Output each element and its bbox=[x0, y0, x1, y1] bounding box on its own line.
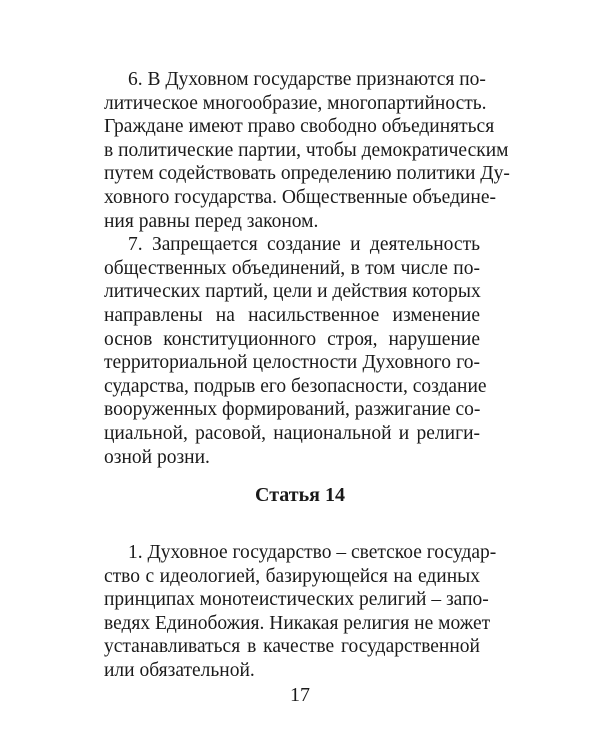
text-line: путем содействовать определению политики Ду- bbox=[104, 163, 510, 185]
text-line: литическое многообразие, многопартийность. bbox=[104, 92, 487, 114]
text-line: основ конституционного строя, нарушение bbox=[104, 328, 480, 350]
text-line: литических партий, цели и действия которых bbox=[104, 281, 481, 303]
paragraph-6 bbox=[104, 68, 510, 233]
text-block-article-14 bbox=[104, 541, 497, 683]
text-line: или обязательной. bbox=[104, 659, 255, 681]
text-line: направлены на насильственное изменение bbox=[104, 304, 480, 326]
text-line: циальной, расовой, национальной и религи- bbox=[104, 422, 480, 444]
text-line: ведях Единобожия. Никакая религия не может bbox=[104, 612, 491, 634]
text-line: сударства, подрыв его безопасности, создание bbox=[104, 375, 487, 397]
page-number: 17 bbox=[290, 684, 310, 706]
text-line: ния равны перед законом. bbox=[104, 210, 319, 232]
text-line: в политические партии, чтобы демократическим bbox=[104, 139, 509, 161]
text-line: Граждане имеют право свободно объединяться bbox=[104, 116, 495, 138]
paragraph-7 bbox=[104, 233, 487, 469]
text-line: устанавливаться в качестве государственной bbox=[104, 636, 480, 658]
text-block-article-13-continued bbox=[104, 68, 510, 469]
text-line: 7. Запрещается создание и деятельность bbox=[128, 234, 480, 256]
text-line: 6. В Духовном государстве признаются по- bbox=[128, 69, 486, 90]
text-line: общественных объединений, в том числе по- bbox=[104, 257, 480, 279]
text-line: принципах монотеистических религий – запо- bbox=[104, 589, 489, 611]
text-line: ховного государства. Общественные объедине- bbox=[104, 186, 497, 208]
article-heading: Статья 14 bbox=[255, 484, 345, 506]
paragraph-1 bbox=[104, 541, 497, 683]
text-line: озной розни. bbox=[104, 446, 210, 468]
text-line: вооруженных формирований, разжигание со- bbox=[104, 399, 481, 421]
text-line: 1. Духовное государство – светское государ- bbox=[128, 542, 497, 563]
text-line: ство с идеологией, базирующейся на единых bbox=[104, 565, 480, 587]
text-line: территориальной целостности Духовного го- bbox=[104, 352, 480, 374]
